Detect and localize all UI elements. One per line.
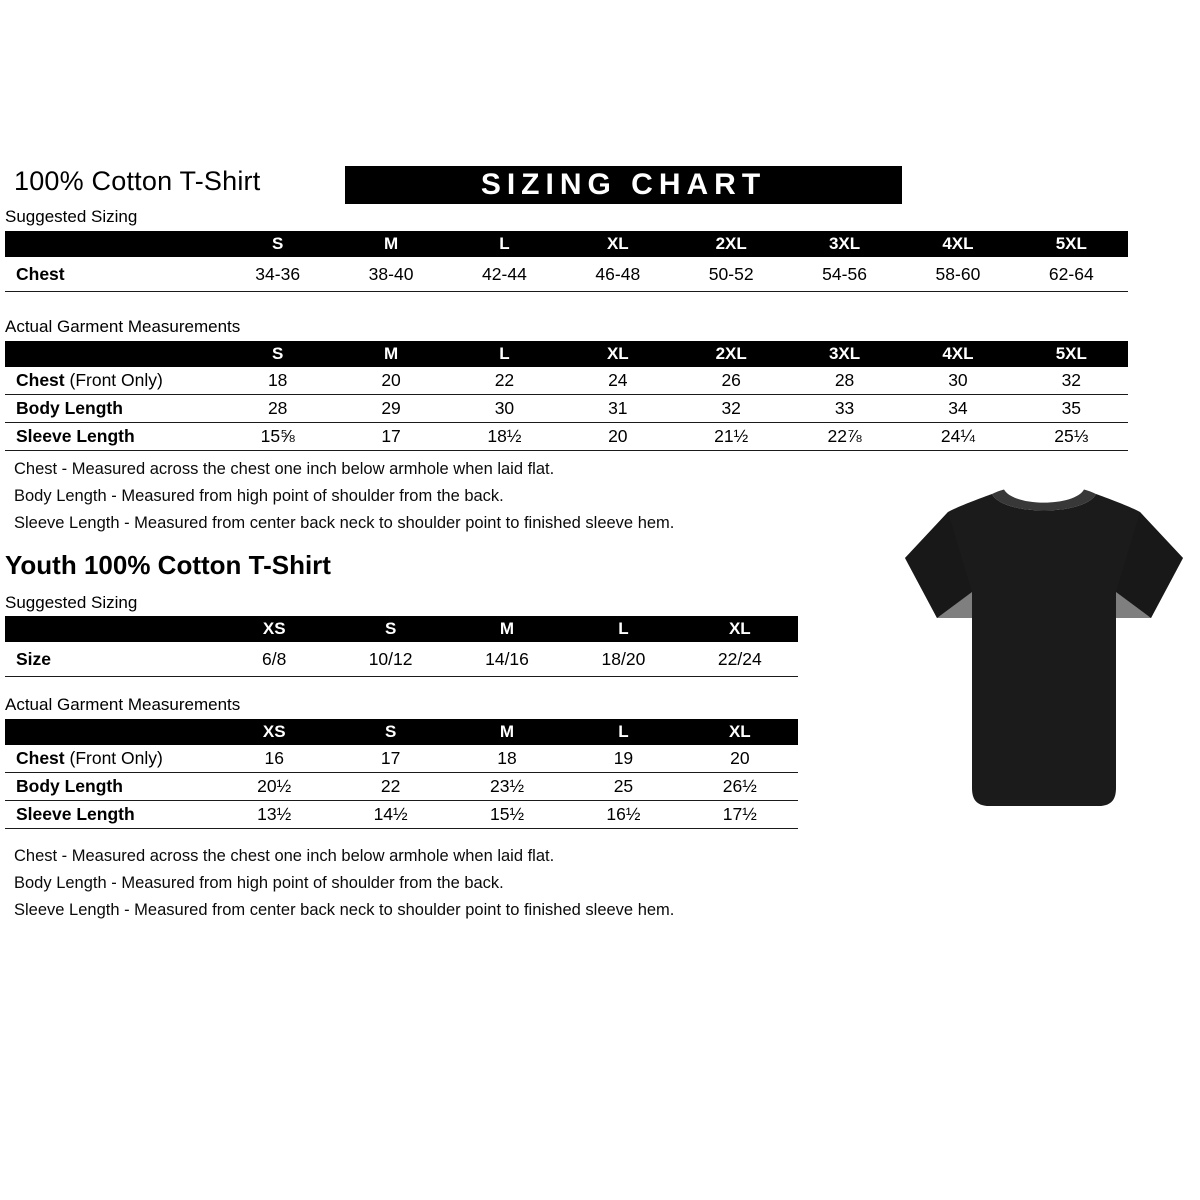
measurement-value: 18 xyxy=(497,748,517,768)
size-column-header: 5XL xyxy=(1055,344,1087,363)
measurement-value: 17½ xyxy=(722,804,757,824)
size-column-header: S xyxy=(384,619,397,638)
measurement-value: 19 xyxy=(613,748,634,768)
size-column-header: XL xyxy=(606,234,629,253)
measurement-value: 13½ xyxy=(257,804,292,824)
measurement-value: 17 xyxy=(381,426,401,446)
table-header-row xyxy=(5,719,798,745)
measurement-value: 6/8 xyxy=(262,648,287,669)
measurement-value: 28 xyxy=(834,370,855,390)
note-body-length: Body Length - Measured from high point of shoulder from the back. xyxy=(14,874,504,892)
adult-actual-measurements-label: Actual Garment Measurements xyxy=(5,317,241,336)
size-column-header: L xyxy=(499,344,510,363)
table-header-row xyxy=(5,341,1128,367)
measurement-value: 62-64 xyxy=(1048,263,1094,284)
note-chest: Chest - Measured across the chest one inch below armhole when laid flat. xyxy=(14,460,555,478)
measurement-value: 28 xyxy=(267,398,288,418)
table-row xyxy=(5,395,1128,423)
measurement-value: 23½ xyxy=(489,776,525,796)
row-label: Chest (Front Only) xyxy=(16,370,163,390)
measurement-value: 29 xyxy=(381,398,401,418)
sizing-chart-banner xyxy=(345,166,902,204)
table-row xyxy=(5,773,798,801)
adult-suggested-sizing-label: Suggested Sizing xyxy=(5,207,138,226)
note-body-length: Body Length - Measured from high point of shoulder from the back. xyxy=(14,487,504,505)
measurement-value: 25 xyxy=(613,776,634,796)
tshirt-product-image xyxy=(893,478,1193,818)
row-label: Sleeve Length xyxy=(16,804,135,824)
measurement-value: 32 xyxy=(721,398,741,418)
youth-actual-measurements-label: Actual Garment Measurements xyxy=(5,695,241,714)
size-column-header: 3XL xyxy=(828,344,861,363)
youth-suggested-sizing-table xyxy=(5,616,798,677)
measurement-value: 58-60 xyxy=(935,263,981,284)
row-label: Chest (Front Only) xyxy=(16,748,163,768)
measurement-value: 22 xyxy=(494,370,515,390)
size-column-header: S xyxy=(384,722,397,741)
row-label: Chest xyxy=(16,263,65,284)
measurement-value: 46-48 xyxy=(595,263,641,284)
table-row xyxy=(5,801,798,829)
measurement-value: 38-40 xyxy=(368,263,414,284)
measurement-value: 35 xyxy=(1061,398,1082,418)
measurement-value: 24¼ xyxy=(940,426,975,446)
measurement-value: 14/16 xyxy=(485,648,529,669)
row-label: Body Length xyxy=(16,776,123,796)
size-column-header: XL xyxy=(728,619,751,638)
table-header-row xyxy=(5,231,1128,257)
adult-suggested-sizing-table xyxy=(5,231,1128,292)
measurement-value: 34-36 xyxy=(255,263,301,284)
measurement-value: 54-56 xyxy=(822,263,867,284)
size-column-header: XS xyxy=(262,619,286,638)
measurement-value: 33 xyxy=(834,398,855,418)
adult-measurement-notes xyxy=(14,458,674,539)
note-sleeve-length: Sleeve Length - Measured from center back neck to shoulder point to finished sleeve hem. xyxy=(14,514,675,532)
measurement-value: 50-52 xyxy=(708,263,754,284)
measurement-value: 18/20 xyxy=(601,648,646,669)
measurement-value: 25⅓ xyxy=(1054,426,1089,446)
size-column-header: 2XL xyxy=(715,234,747,253)
measurement-value: 24 xyxy=(608,370,628,390)
size-column-header: 5XL xyxy=(1055,234,1087,253)
row-label: Size xyxy=(16,648,52,669)
size-column-header: L xyxy=(618,619,629,638)
size-column-header: S xyxy=(272,234,284,253)
measurement-value: 14½ xyxy=(373,804,408,824)
measurement-value: 18 xyxy=(267,370,288,390)
measurement-value: 30 xyxy=(494,398,515,418)
measurement-value: 22⅞ xyxy=(827,426,862,446)
note-sleeve-length: Sleeve Length - Measured from center back neck to shoulder point to finished sleeve hem. xyxy=(14,901,675,919)
size-column-header: XL xyxy=(606,344,629,363)
size-column-header: M xyxy=(383,234,399,253)
row-label: Sleeve Length xyxy=(16,426,135,446)
adult-actual-measurements-table xyxy=(5,341,1128,451)
measurement-value: 34 xyxy=(948,398,968,418)
measurement-value: 42-44 xyxy=(482,263,527,284)
measurement-value: 15⅝ xyxy=(260,426,295,446)
measurement-value: 18½ xyxy=(487,426,522,446)
measurement-value: 22 xyxy=(380,776,401,796)
table-row xyxy=(5,642,798,677)
size-column-header: 2XL xyxy=(715,344,747,363)
size-column-header: XS xyxy=(262,722,286,741)
youth-section-title: Youth 100% Cotton T-Shirt xyxy=(5,550,331,580)
measurement-value: 17 xyxy=(380,748,401,768)
measurement-value: 20 xyxy=(608,426,628,446)
size-column-header: 3XL xyxy=(828,234,861,253)
size-column-header: XL xyxy=(728,722,751,741)
note-chest: Chest - Measured across the chest one inch below armhole when laid flat. xyxy=(14,847,555,865)
tshirt-illustration xyxy=(893,478,1193,818)
size-column-header: L xyxy=(499,234,510,253)
page-title: 100% Cotton T-Shirt xyxy=(14,166,261,196)
measurement-value: 26½ xyxy=(722,776,757,796)
size-column-header: M xyxy=(499,722,515,741)
measurement-value: 22/24 xyxy=(717,648,762,669)
measurement-value: 16 xyxy=(264,748,284,768)
size-column-header: M xyxy=(499,619,515,638)
size-column-header: M xyxy=(383,344,399,363)
measurement-value: 26 xyxy=(721,370,741,390)
table-row xyxy=(5,745,798,773)
size-column-header: S xyxy=(272,344,284,363)
table-row xyxy=(5,423,1128,451)
table-header-row xyxy=(5,616,798,642)
measurement-value: 20 xyxy=(730,748,750,768)
youth-suggested-sizing-label: Suggested Sizing xyxy=(5,593,138,612)
size-column-header: 4XL xyxy=(942,344,974,363)
youth-measurement-notes xyxy=(14,845,674,926)
size-column-header: 4XL xyxy=(942,234,974,253)
youth-actual-measurements-table xyxy=(5,719,798,829)
measurement-value: 32 xyxy=(1061,370,1082,390)
measurement-value: 20½ xyxy=(257,776,292,796)
size-column-header: L xyxy=(618,722,629,741)
measurement-value: 30 xyxy=(948,370,968,390)
sizing-chart-banner-text: SIZING CHART xyxy=(480,168,767,201)
measurement-value: 10/12 xyxy=(368,648,413,669)
measurement-value: 16½ xyxy=(606,804,641,824)
table-row xyxy=(5,367,1128,395)
measurement-value: 15½ xyxy=(489,804,525,824)
row-label: Body Length xyxy=(16,398,123,418)
measurement-value: 21½ xyxy=(714,426,749,446)
table-row xyxy=(5,257,1128,292)
measurement-value: 31 xyxy=(608,398,628,418)
measurement-value: 20 xyxy=(381,370,401,390)
